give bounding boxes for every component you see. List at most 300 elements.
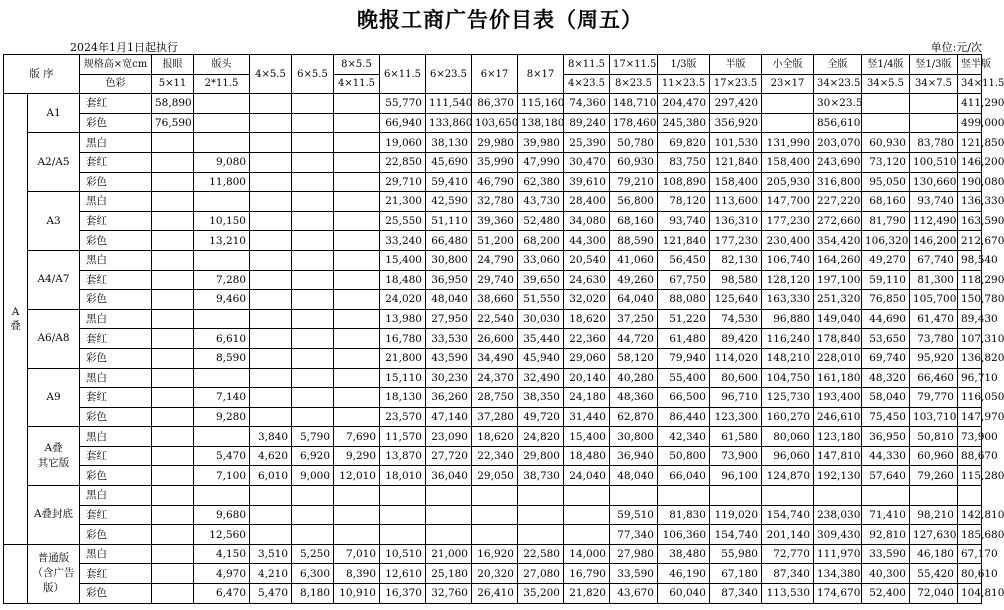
price-cell: 246,610 (814, 407, 862, 427)
price-cell: 101,530 (710, 133, 762, 153)
price-cell: 356,920 (710, 113, 762, 133)
group-label: A4/A7 (28, 250, 80, 309)
price-cell: 24,630 (564, 270, 610, 290)
price-cell: 50,810 (910, 427, 958, 447)
price-cell: 44,300 (564, 231, 610, 251)
price-cell (250, 192, 292, 212)
price-cell: 119,020 (710, 505, 762, 525)
price-cell (334, 290, 380, 310)
price-cell: 203,070 (814, 133, 862, 153)
color-cell: 黑白 (80, 544, 152, 564)
col-top-14: 全版 (814, 55, 862, 75)
price-cell (250, 94, 292, 114)
price-cell: 36,260 (426, 388, 472, 408)
color-cell: 黑白 (80, 133, 152, 153)
price-cell (250, 486, 292, 506)
price-cell: 27,720 (426, 446, 472, 466)
price-cell: 67,170 (958, 544, 982, 564)
price-cell: 86,370 (472, 94, 518, 114)
price-cell (152, 133, 194, 153)
price-cell (292, 270, 334, 290)
price-cell: 9,460 (194, 290, 250, 310)
price-cell: 201,140 (762, 525, 814, 545)
price-cell (152, 427, 194, 447)
price-cell: 297,420 (710, 94, 762, 114)
price-cell: 88,080 (658, 290, 710, 310)
price-cell: 228,010 (814, 348, 862, 368)
color-cell: 黑白 (80, 309, 152, 329)
col-bottom-17: 34×11.5 (958, 74, 982, 94)
price-cell: 73,900 (710, 446, 762, 466)
price-cell: 22,850 (380, 152, 426, 172)
price-cell (814, 486, 862, 506)
col-top-8: 8×17 (518, 55, 564, 94)
price-cell: 354,420 (814, 231, 862, 251)
price-cell (762, 113, 814, 133)
price-cell: 35,440 (518, 329, 564, 349)
price-cell: 14,000 (564, 544, 610, 564)
price-cell: 66,500 (658, 388, 710, 408)
price-cell: 100,510 (910, 152, 958, 172)
price-cell (152, 486, 194, 506)
price-cell: 25,180 (426, 564, 472, 584)
price-cell: 48,320 (862, 368, 910, 388)
price-cell: 7,100 (194, 466, 250, 486)
price-cell: 9,000 (292, 466, 334, 486)
price-cell (250, 329, 292, 349)
price-cell: 4,970 (194, 564, 250, 584)
price-cell: 29,050 (472, 466, 518, 486)
price-cell: 6,010 (250, 466, 292, 486)
price-cell: 39,980 (518, 133, 564, 153)
price-cell: 51,550 (518, 290, 564, 310)
price-cell: 51,200 (472, 231, 518, 251)
price-cell: 60,040 (658, 584, 710, 604)
price-cell: 33,590 (610, 564, 658, 584)
price-cell: 4,620 (250, 446, 292, 466)
price-cell (334, 486, 380, 506)
price-cell: 136,820 (958, 348, 982, 368)
price-cell: 81,830 (658, 505, 710, 525)
price-cell (250, 211, 292, 231)
price-cell: 18,010 (380, 466, 426, 486)
price-cell: 10,150 (194, 211, 250, 231)
price-cell: 7,690 (334, 427, 380, 447)
price-cell: 32,760 (426, 584, 472, 604)
color-cell: 套红 (80, 505, 152, 525)
color-cell: 黑白 (80, 368, 152, 388)
price-cell (152, 466, 194, 486)
price-cell: 29,980 (472, 133, 518, 153)
table-row (4, 505, 982, 525)
price-cell (518, 505, 564, 525)
price-cell: 8,180 (292, 584, 334, 604)
price-cell: 22,360 (564, 329, 610, 349)
color-cell: 套红 (80, 152, 152, 172)
price-cell: 205,930 (762, 172, 814, 192)
color-cell: 套红 (80, 388, 152, 408)
price-cell: 22,540 (472, 309, 518, 329)
price-cell: 20,140 (564, 368, 610, 388)
price-cell: 74,530 (710, 309, 762, 329)
price-cell: 41,060 (610, 250, 658, 270)
price-cell: 116,050 (958, 388, 982, 408)
price-cell: 8,590 (194, 348, 250, 368)
table-row (4, 309, 982, 329)
price-cell: 43,730 (518, 192, 564, 212)
price-cell: 89,430 (958, 309, 982, 329)
price-cell (472, 505, 518, 525)
price-cell (250, 290, 292, 310)
price-cell: 29,060 (564, 348, 610, 368)
price-cell (250, 133, 292, 153)
price-cell: 29,740 (472, 270, 518, 290)
price-cell: 39,650 (518, 270, 564, 290)
color-cell: 黑白 (80, 192, 152, 212)
price-cell: 24,040 (564, 466, 610, 486)
price-cell: 56,450 (658, 250, 710, 270)
price-cell: 66,040 (658, 466, 710, 486)
group-label: A9 (28, 368, 80, 427)
group-label: A2/A5 (28, 133, 80, 192)
color-cell: 彩色 (80, 290, 152, 310)
price-cell: 46,790 (472, 172, 518, 192)
price-cell (334, 231, 380, 251)
price-cell: 46,190 (658, 564, 710, 584)
price-cell: 44,330 (862, 446, 910, 466)
price-cell: 104,810 (958, 584, 982, 604)
price-cell: 111,970 (814, 544, 862, 564)
table-row (4, 250, 982, 270)
color-cell: 彩色 (80, 231, 152, 251)
price-cell: 33,240 (380, 231, 426, 251)
price-cell (250, 270, 292, 290)
price-cell (334, 368, 380, 388)
price-cell: 18,480 (380, 270, 426, 290)
price-cell: 77,340 (610, 525, 658, 545)
price-cell: 26,600 (472, 329, 518, 349)
price-cell: 154,740 (710, 525, 762, 545)
price-cell: 121,840 (658, 231, 710, 251)
price-cell: 25,390 (564, 133, 610, 153)
group-label-line: 其它版 (37, 457, 70, 470)
price-cell: 6,920 (292, 446, 334, 466)
price-cell: 158,400 (762, 152, 814, 172)
price-cell: 24,370 (472, 368, 518, 388)
price-cell: 72,040 (910, 584, 958, 604)
price-cell: 57,640 (862, 466, 910, 486)
price-cell: 174,670 (814, 584, 862, 604)
price-cell (250, 525, 292, 545)
price-cell: 92,810 (862, 525, 910, 545)
price-cell (862, 94, 910, 114)
price-cell: 24,820 (518, 427, 564, 447)
price-cell: 6,300 (292, 564, 334, 584)
price-cell: 30,800 (426, 250, 472, 270)
price-cell (334, 250, 380, 270)
price-cell: 71,410 (862, 505, 910, 525)
price-cell: 61,580 (710, 427, 762, 447)
price-cell: 23,570 (380, 407, 426, 427)
price-cell: 58,890 (152, 94, 194, 114)
price-cell (250, 368, 292, 388)
price-cell: 93,740 (910, 192, 958, 212)
price-cell (292, 133, 334, 153)
spec-header: 规格高×宽cm (80, 55, 152, 75)
price-cell: 13,870 (380, 446, 426, 466)
price-cell: 20,540 (564, 250, 610, 270)
price-cell: 148,710 (610, 94, 658, 114)
price-cell: 35,200 (518, 584, 564, 604)
price-cell: 161,180 (814, 368, 862, 388)
price-cell (152, 368, 194, 388)
price-cell: 204,470 (658, 94, 710, 114)
price-cell: 59,110 (862, 270, 910, 290)
price-cell: 30,030 (518, 309, 564, 329)
price-cell (334, 113, 380, 133)
price-cell: 83,750 (658, 152, 710, 172)
price-cell: 95,920 (910, 348, 958, 368)
price-cell: 78,120 (658, 192, 710, 212)
price-cell: 11,570 (380, 427, 426, 447)
section-label-text: A叠 (10, 306, 21, 333)
price-cell: 61,470 (910, 309, 958, 329)
price-cell (292, 329, 334, 349)
price-cell: 48,040 (610, 466, 658, 486)
price-cell: 67,740 (910, 250, 958, 270)
price-cell: 53,650 (862, 329, 910, 349)
price-cell: 45,690 (426, 152, 472, 172)
price-cell: 127,630 (910, 525, 958, 545)
table-row (4, 231, 982, 251)
price-cell (250, 309, 292, 329)
price-cell: 16,790 (564, 564, 610, 584)
price-cell: 51,110 (426, 211, 472, 231)
price-cell: 96,880 (762, 309, 814, 329)
price-cell: 178,840 (814, 329, 862, 349)
price-cell: 68,200 (518, 231, 564, 251)
price-cell: 163,590 (958, 211, 982, 231)
price-cell: 106,320 (862, 231, 910, 251)
price-cell: 16,920 (472, 544, 518, 564)
price-cell: 23,090 (426, 427, 472, 447)
col-top-4: 8×5.5 (334, 55, 380, 75)
price-cell (334, 329, 380, 349)
price-cell: 160,270 (762, 407, 814, 427)
price-cell (250, 172, 292, 192)
price-cell: 5,470 (194, 446, 250, 466)
price-cell (292, 309, 334, 329)
price-cell: 7,280 (194, 270, 250, 290)
price-cell: 230,400 (762, 231, 814, 251)
price-cell: 24,180 (564, 388, 610, 408)
price-cell: 125,640 (710, 290, 762, 310)
price-cell: 21,000 (426, 544, 472, 564)
col-bottom-13: 23×17 (762, 74, 814, 94)
color-cell: 黑白 (80, 250, 152, 270)
price-cell: 16,780 (380, 329, 426, 349)
table-body (4, 94, 1004, 603)
group-label (28, 427, 80, 486)
col-bottom-16: 34×7.5 (910, 74, 958, 94)
price-cell (250, 505, 292, 525)
price-cell: 146,200 (910, 231, 958, 251)
price-cell: 58,040 (862, 388, 910, 408)
price-cell: 24,020 (380, 290, 426, 310)
color-header: 色彩 (80, 74, 152, 94)
price-cell: 309,430 (814, 525, 862, 545)
price-cell: 38,660 (472, 290, 518, 310)
price-cell: 24,790 (472, 250, 518, 270)
price-cell: 28,400 (564, 192, 610, 212)
price-cell: 30,470 (564, 152, 610, 172)
price-cell (292, 231, 334, 251)
color-cell: 套红 (80, 329, 152, 349)
price-cell: 37,250 (610, 309, 658, 329)
price-cell (194, 113, 250, 133)
table-row (4, 407, 982, 427)
price-cell: 7,010 (334, 544, 380, 564)
price-cell: 49,720 (518, 407, 564, 427)
price-cell: 136,310 (710, 211, 762, 231)
price-cell: 115,160 (518, 94, 564, 114)
price-cell (710, 486, 762, 506)
price-cell: 245,380 (658, 113, 710, 133)
price-cell: 118,290 (958, 270, 982, 290)
price-cell: 46,180 (910, 544, 958, 564)
price-cell: 146,200 (958, 152, 982, 172)
price-cell: 96,060 (762, 446, 814, 466)
price-cell: 123,180 (814, 427, 862, 447)
price-cell: 5,250 (292, 544, 334, 564)
price-cell: 193,400 (814, 388, 862, 408)
col-top-9: 8×11.5 (564, 55, 610, 75)
price-cell: 87,340 (710, 584, 762, 604)
price-cell (152, 270, 194, 290)
color-cell: 彩色 (80, 584, 152, 604)
price-cell (334, 348, 380, 368)
price-cell (380, 505, 426, 525)
price-cell: 21,800 (380, 348, 426, 368)
price-cell: 73,120 (862, 152, 910, 172)
col-top-17: 竖半版 (958, 55, 982, 75)
price-cell (518, 525, 564, 545)
section-label (4, 94, 28, 545)
price-cell: 177,230 (762, 211, 814, 231)
price-cell: 108,890 (658, 172, 710, 192)
price-cell: 22,580 (518, 544, 564, 564)
color-cell: 套红 (80, 94, 152, 114)
col-top-3: 6×5.5 (292, 55, 334, 94)
price-cell: 88,670 (958, 446, 982, 466)
price-cell: 61,480 (658, 329, 710, 349)
price-cell: 238,030 (814, 505, 862, 525)
price-cell: 163,330 (762, 290, 814, 310)
price-cell: 49,260 (610, 270, 658, 290)
price-cell: 112,490 (910, 211, 958, 231)
table-row (4, 388, 982, 408)
price-cell: 178,460 (610, 113, 658, 133)
price-cell: 80,600 (710, 368, 762, 388)
price-cell (250, 388, 292, 408)
price-cell: 177,230 (710, 231, 762, 251)
price-cell (862, 113, 910, 133)
col-top-12: 半版 (710, 55, 762, 75)
price-cell (658, 486, 710, 506)
price-cell (152, 290, 194, 310)
price-cell: 106,360 (658, 525, 710, 545)
group-label-line: 普通版 (37, 552, 70, 565)
color-cell: 彩色 (80, 466, 152, 486)
table-row (4, 113, 982, 133)
price-cell: 190,080 (958, 172, 982, 192)
table-row (4, 270, 982, 290)
price-cell: 31,440 (564, 407, 610, 427)
color-cell: 彩色 (80, 172, 152, 192)
price-cell: 76,590 (152, 113, 194, 133)
price-cell: 38,350 (518, 388, 564, 408)
price-cell (334, 172, 380, 192)
price-cell: 111,540 (426, 94, 472, 114)
table-header (4, 55, 1004, 94)
price-cell: 147,810 (814, 446, 862, 466)
price-cell: 67,180 (710, 564, 762, 584)
price-cell: 67,750 (658, 270, 710, 290)
price-cell: 9,680 (194, 505, 250, 525)
table-row (4, 446, 982, 466)
price-cell: 55,420 (910, 564, 958, 584)
col-top-7: 6×17 (472, 55, 518, 94)
price-cell (292, 407, 334, 427)
price-cell (250, 407, 292, 427)
color-cell: 黑白 (80, 486, 152, 506)
price-cell (292, 152, 334, 172)
price-cell: 192,130 (814, 466, 862, 486)
price-cell: 136,330 (958, 192, 982, 212)
col-top-10: 17×11.5 (610, 55, 658, 75)
price-cell: 74,360 (564, 94, 610, 114)
price-cell (762, 94, 814, 114)
price-cell: 33,530 (426, 329, 472, 349)
price-cell: 212,670 (958, 231, 982, 251)
price-cell: 243,690 (814, 152, 862, 172)
price-cell: 66,940 (380, 113, 426, 133)
color-cell: 彩色 (80, 348, 152, 368)
price-cell: 96,710 (958, 368, 982, 388)
price-cell: 13,980 (380, 309, 426, 329)
price-cell: 52,480 (518, 211, 564, 231)
price-cell: 113,600 (710, 192, 762, 212)
table-row (4, 192, 982, 212)
price-cell: 10,910 (334, 584, 380, 604)
price-cell: 30,230 (426, 368, 472, 388)
price-cell: 30×23.5 (814, 94, 862, 114)
price-cell: 130,660 (910, 172, 958, 192)
price-cell: 15,400 (564, 427, 610, 447)
price-cell: 82,130 (710, 250, 762, 270)
price-cell (194, 192, 250, 212)
price-cell: 856,610 (814, 113, 862, 133)
price-cell: 149,040 (814, 309, 862, 329)
group-label-line: （含广告版） (32, 567, 75, 595)
table-row (4, 544, 982, 564)
price-cell: 5,470 (250, 584, 292, 604)
price-cell: 33,060 (518, 250, 564, 270)
price-cell: 36,950 (426, 270, 472, 290)
price-cell: 131,990 (762, 133, 814, 153)
price-cell: 44,720 (610, 329, 658, 349)
price-cell: 69,820 (658, 133, 710, 153)
